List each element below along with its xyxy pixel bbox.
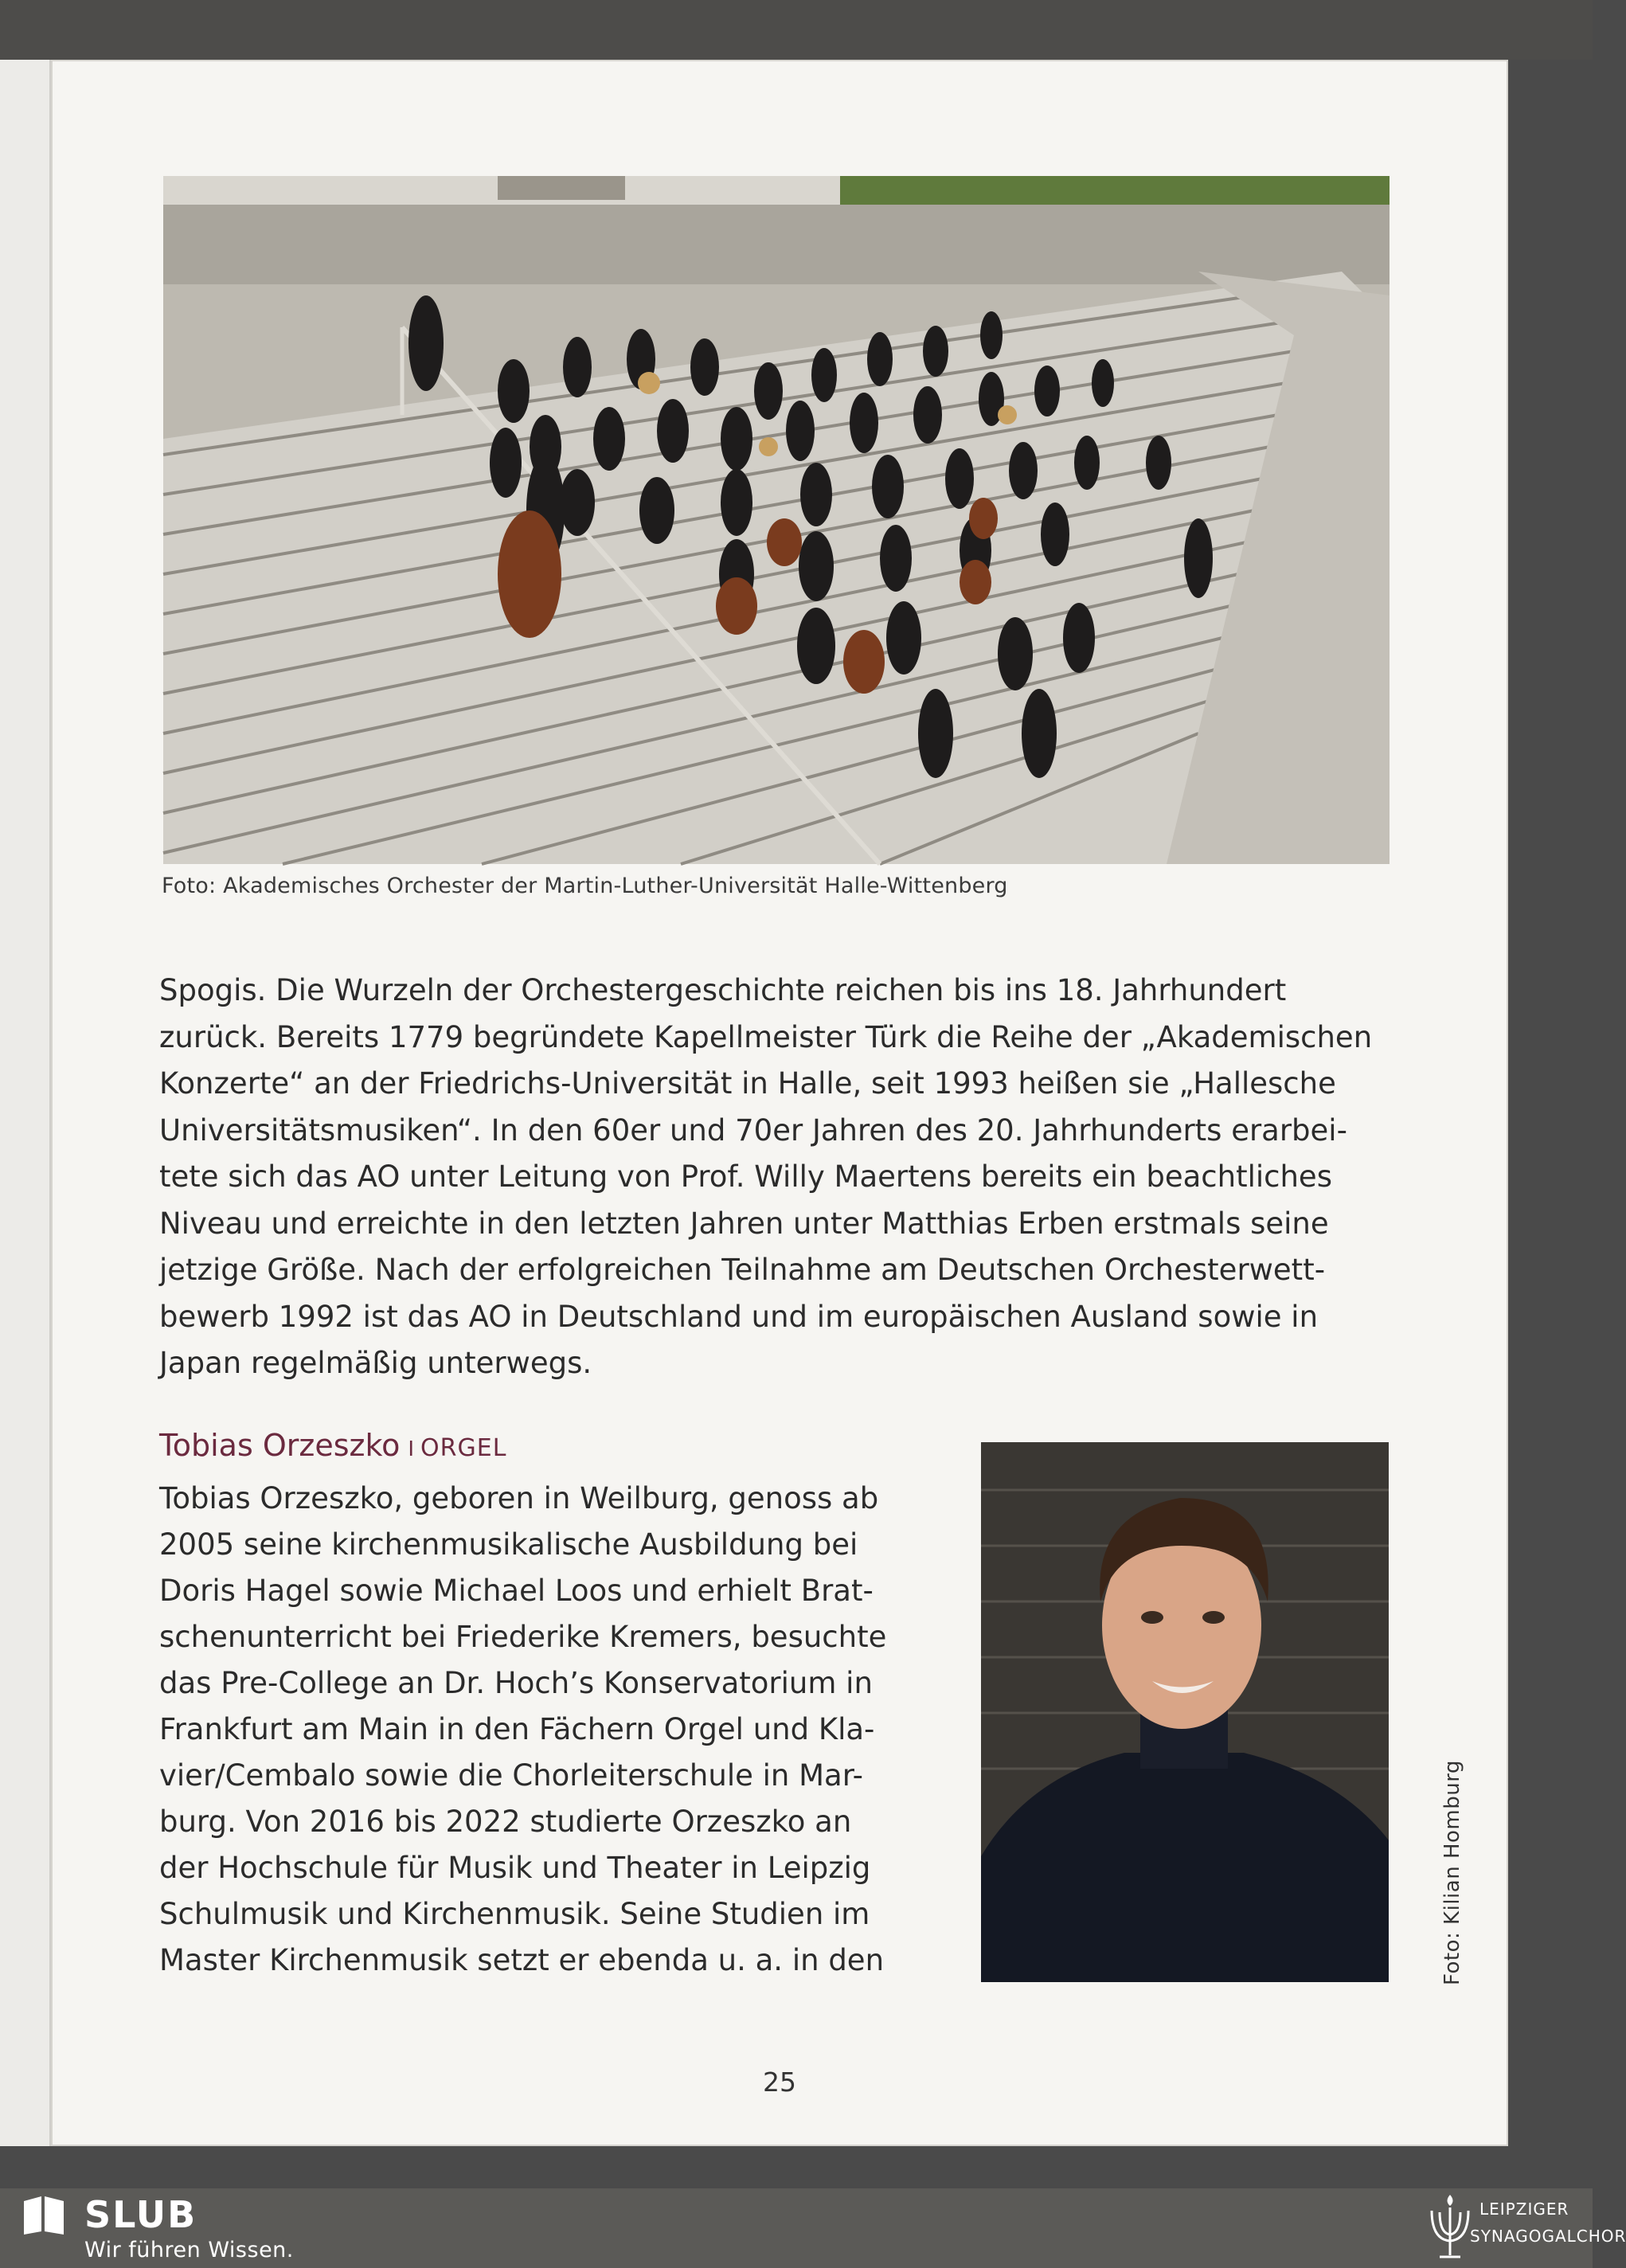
performer-bio	[159, 1476, 995, 1984]
bio-line: 2005 seine kirchenmusikalische Ausbildung bei	[159, 1527, 858, 1562]
library-name: SLUB	[84, 2193, 197, 2236]
body-line: Niveau und erreichte in den letzten Jahren unter Matthias Erben erstmals seine	[159, 1206, 1329, 1241]
slub-book-icon	[21, 2195, 67, 2236]
portrait-photo-credit: Foto: Kilian Homburg	[1440, 1760, 1464, 1985]
body-line: bewerb 1992 ist das AO in Deutschland und im europäischen Ausland sowie in	[159, 1299, 1319, 1334]
bio-line: Tobias Orzeszko, geboren in Weilburg, genoss ab	[159, 1481, 879, 1515]
bio-line: der Hochschule für Musik und Theater in Leipzig	[159, 1851, 871, 1885]
bio-line: das Pre-College an Dr. Hoch’s Konservatorium in	[159, 1666, 873, 1700]
performer-role: ORGEL	[420, 1434, 507, 1462]
bio-line: Frankfurt am Main in den Fächern Orgel und Kla-	[159, 1712, 875, 1746]
body-line: zurück. Bereits 1779 begründete Kapellmeister Türk die Reihe der „Akademischen	[159, 1019, 1373, 1054]
performer-name: Tobias Orzeszko	[159, 1428, 401, 1463]
bio-line: Doris Hagel sowie Michael Loos und erhielt Brat-	[159, 1574, 874, 1608]
choir-name-line1: LEIPZIGER	[1479, 2200, 1569, 2219]
body-line: Universitätsmusiken“. In den 60er und 70er Jahren des 20. Jahrhunderts erarbei-	[159, 1112, 1347, 1148]
scan-background-top	[0, 0, 1593, 60]
body-line: Japan regelmäßig unterwegs.	[159, 1346, 592, 1380]
previous-page-edge	[0, 60, 51, 2146]
body-line: tete sich das AO unter Leitung von Prof. Willy Maertens bereits ein beachtliches	[159, 1159, 1332, 1194]
library-tagline: Wir führen Wissen.	[84, 2238, 294, 2262]
bio-line: Schulmusik und Kirchenmusik. Seine Studien im	[159, 1897, 870, 1931]
body-line: Konzerte“ an der Friedrichs-Universität in Halle, seit 1993 heißen sie „Hallesche	[159, 1066, 1336, 1101]
bio-line: burg. Von 2016 bis 2022 studierte Orzeszko an	[159, 1805, 852, 1839]
menorah-icon	[1425, 2192, 1475, 2262]
body-line: jetzige Größe. Nach der erfolgreichen Teilnahme am Deutschen Orchesterwett-	[159, 1253, 1326, 1287]
bio-line: Master Kirchenmusik setzt er ebenda u. a. in den	[159, 1943, 885, 1977]
bio-line: schenunterricht bei Friederike Kremers, besuchte	[159, 1620, 887, 1654]
section-heading	[159, 1428, 506, 1463]
body-paragraph	[159, 968, 1449, 1387]
choir-name-line2: SYNAGOGALCHOR	[1470, 2227, 1626, 2246]
document-page	[51, 60, 1508, 2146]
body-line: Spogis. Die Wurzeln der Orchestergeschichte reichen bis ins 18. Jahrhundert	[159, 973, 1287, 1007]
page-number: 25	[763, 2067, 796, 2098]
orchestra-photo	[163, 176, 1390, 864]
portrait-photo	[981, 1442, 1389, 1982]
heading-separator: I	[408, 1437, 415, 1461]
bio-line: vier/Cembalo sowie die Chorleiterschule in Mar-	[159, 1758, 863, 1793]
photo-caption: Foto: Akademisches Orchester der Martin-Luther-Universität Halle-Wittenberg	[162, 874, 1008, 898]
